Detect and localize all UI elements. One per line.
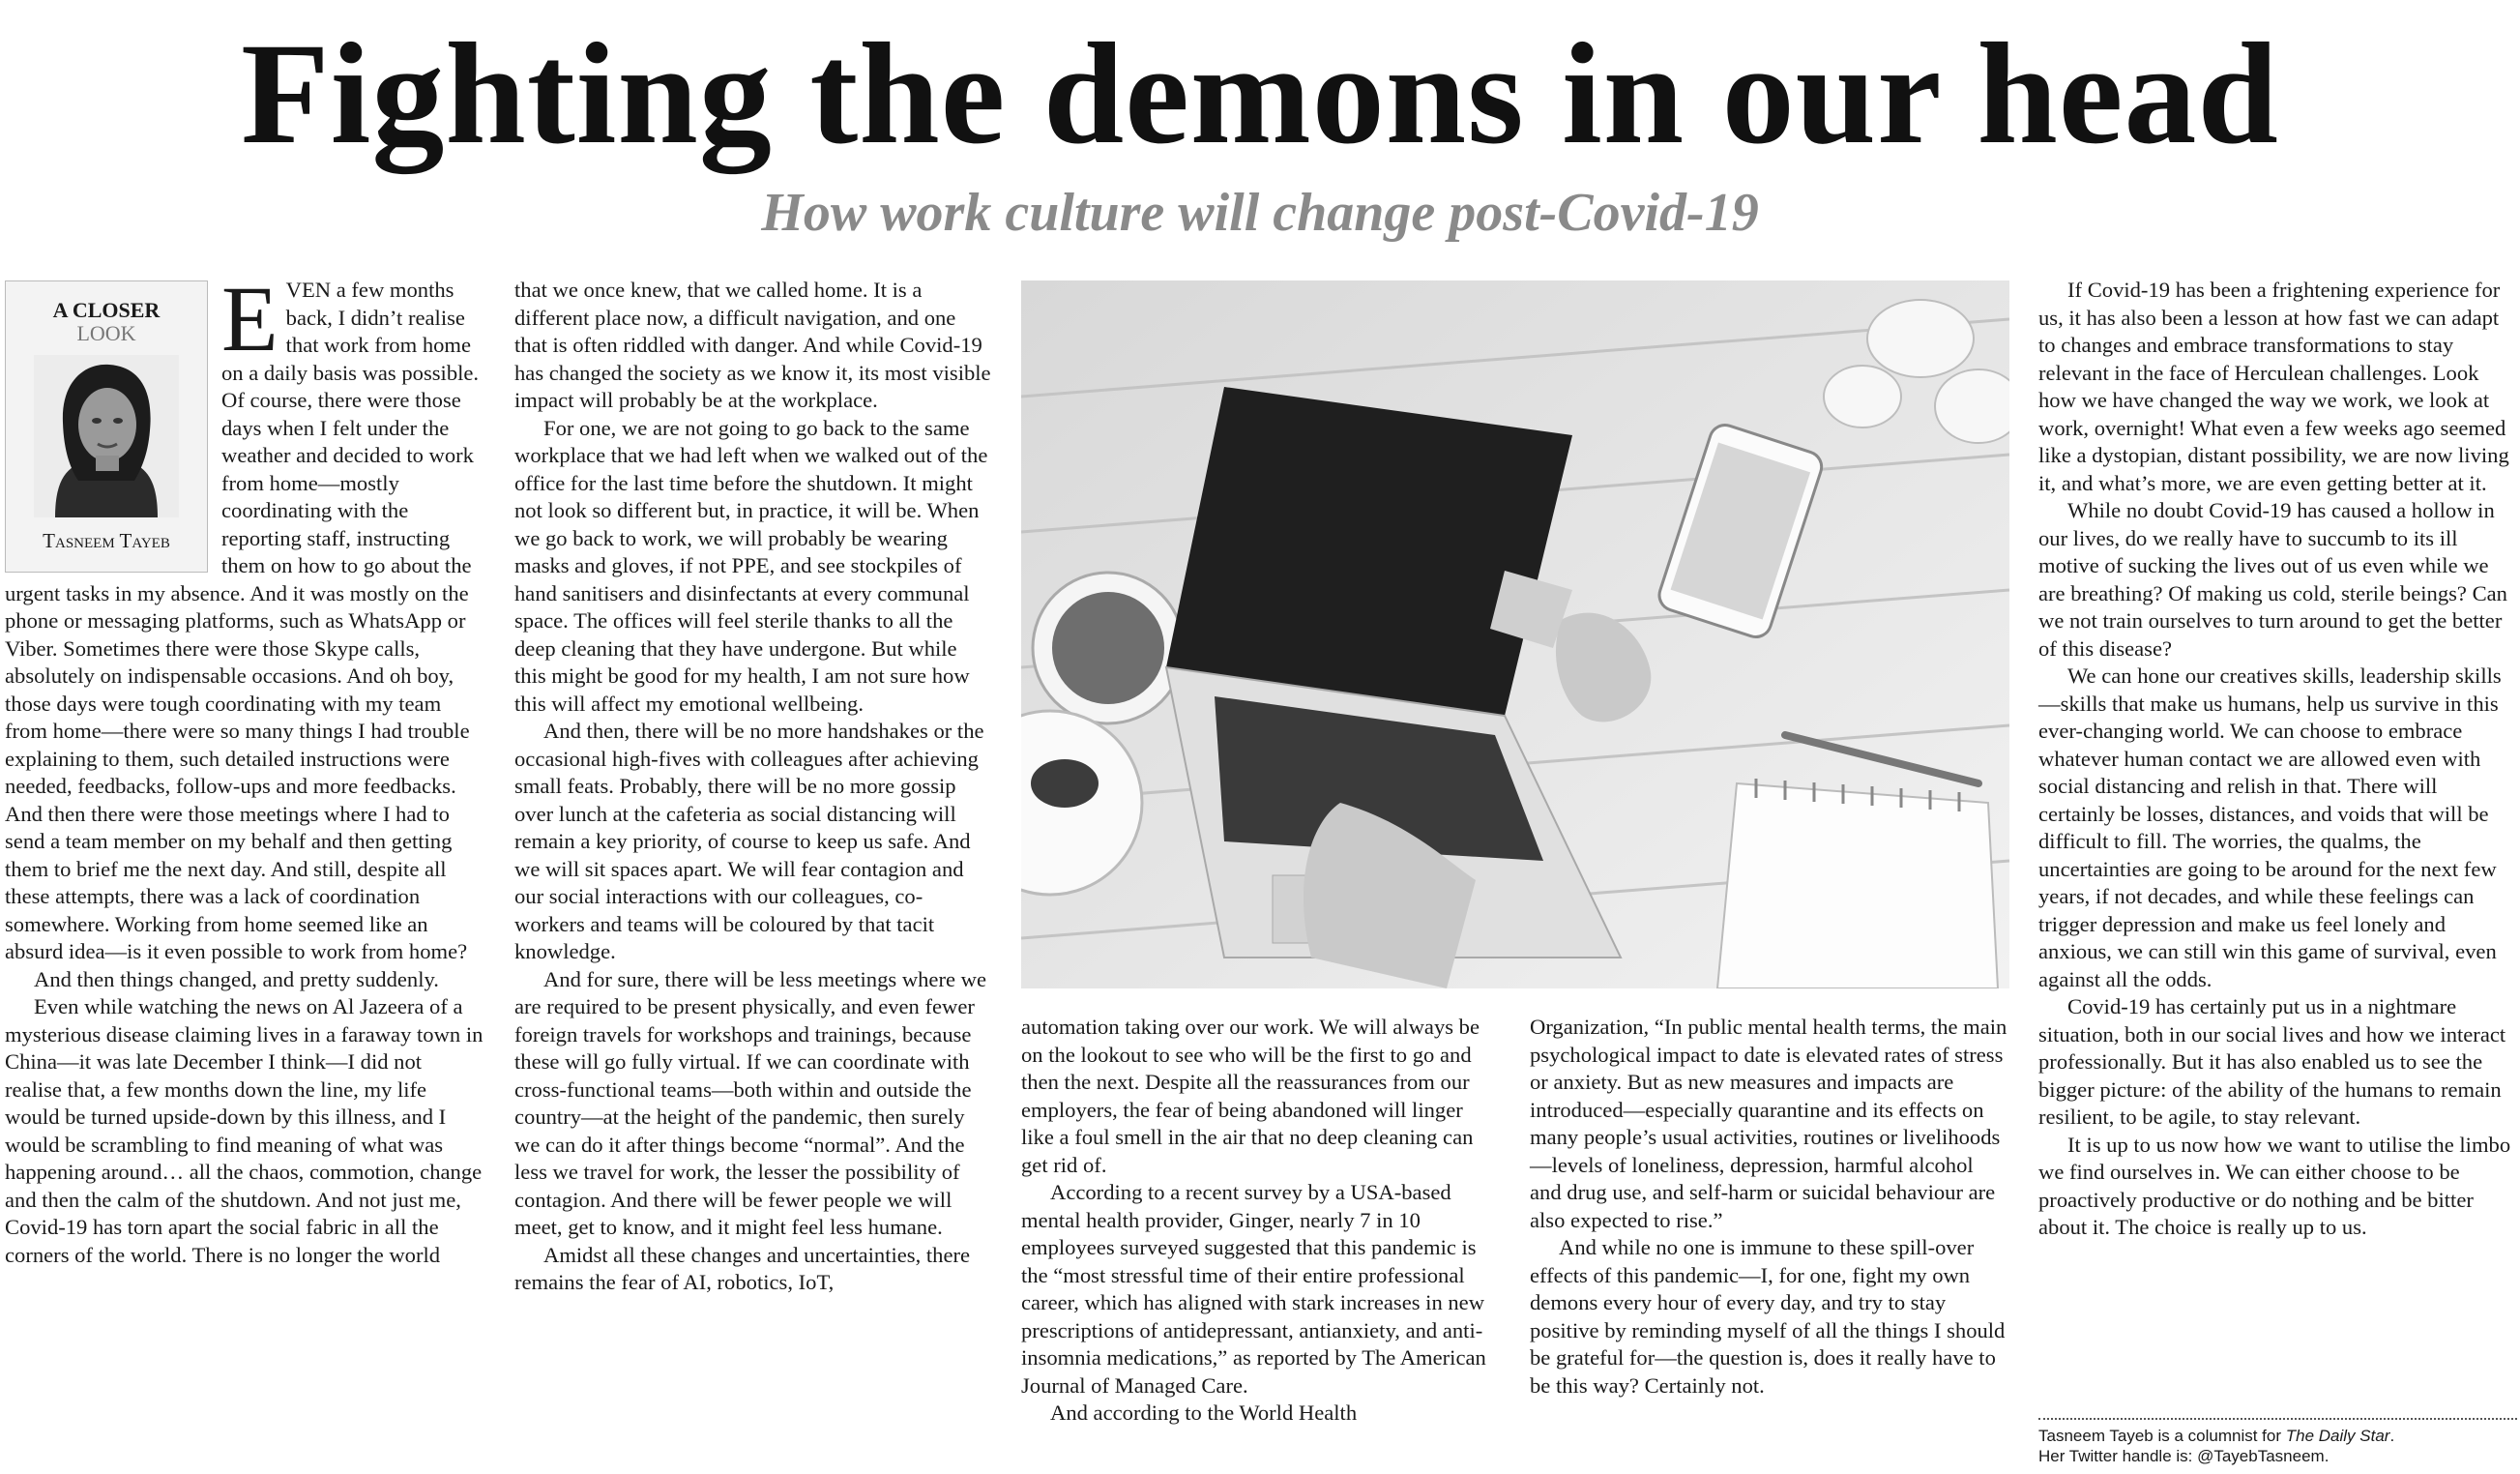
author-footnote <box>2038 1426 2517 1466</box>
column-label: A CLOSER <box>52 298 161 322</box>
footnote-line-2: Her Twitter handle is: @TayebTasneem. <box>2038 1447 2330 1465</box>
article-column-2 <box>514 277 993 1297</box>
paragraph: And according to the World Health <box>1050 1400 1358 1425</box>
paragraph: Even while watching the news on Al Jazeera of a mysterious disease claiming lives in a faraway town in China—it was late December I think—I did not realise that, a few months down the line, my life would be turned upside-down by this illness, and I would be scrambling to find meaning of what was happening around… all the chaos, commotion, change and then the calm of the shutdown. And not just me, Covid-19 has torn apart the social fabric in all the corners of the world. There is no longer the world <box>5 994 483 1267</box>
paragraph: And then, there will be no more handshakes or the occasional high-fives with colleagues after achieving small feats. Probably, there will be no more gossip over lunch at the cafeteria as social distancing will remain a key priority, of course to keep us safe. And we will sit spaces apart. We will fear contagion and our social interactions with our colleagues, co-workers and teams will be coloured by that tacit knowledge. <box>514 719 984 963</box>
paragraph: It is up to us now how we want to utilise the limbo we find ourselves in. We can either choose to be proactively productive or do nothing and be bitter about it. The choice is really up to us. <box>2038 1132 2511 1239</box>
paragraph: While no doubt Covid-19 has caused a hollow in our lives, do we really have to succumb to its ill motive of sucking the lives out of us even while we are breathing? Of making us cold, sterile beings? Can we not train ourselves to turn around to get the better of this disease? <box>2038 498 2507 661</box>
paragraph: And then things changed, and pretty suddenly. <box>34 966 439 991</box>
subheadline: How work culture will change post-Covid-19 <box>761 183 1759 243</box>
article-column-3 <box>1021 1014 1500 1428</box>
article-column-4 <box>1530 1014 2008 1400</box>
footnote-divider <box>2038 1418 2517 1420</box>
footnote-punct: . <box>2389 1427 2395 1445</box>
footnote-text: Tasneem Tayeb is a columnist for <box>2038 1427 2286 1445</box>
headline: Fighting the demons in our head <box>241 14 2279 174</box>
paragraph: And while no one is immune to these spill-over effects of this pandemic—I, for one, fight my own demons every hour of every day, and try to stay positive by reminding myself of all the things I should be grateful for—the question is, does it really have to be this way? Certainly not. <box>1530 1235 2006 1398</box>
paragraph: automation taking over our work. We will always be on the lookout to see who will be the first to go and then the next. Despite all the reassurances from our employers, the fear of being abandoned will linger like a foul smell in the air that no deep cleaning can get rid of. <box>1021 1015 1480 1177</box>
laptop-workspace-photo <box>1021 280 2009 988</box>
paragraph: VEN a few months back, I didn’t realise that work from home on a daily basis was possible. Of course, there were those days when I felt under the weather and decided to work from home—mostly coordinating with the reporting staff, instructing them on how to go about the urgent tasks in my absence. And it was mostly on the phone or messaging platforms, such as WhatsApp or Viber. Sometimes there were those Skype calls, absolutely on indispensable occasions. And oh boy, those days were tough coordinating with my team from home—there were so many things I had trouble explaining to them, such detailed instructions were needed, feedbacks, follow-ups and more feedbacks. And then there were those meetings where I had to send a team member on my behalf and then getting them to brief me the next day. And still, despite all these attempts, there was a lack of coordination somewhere. Working from home seemed like an absurd idea—is it even possible to work from home? <box>5 278 480 963</box>
footnote-line-1 <box>2038 1426 2517 1446</box>
paragraph: We can hone our creatives skills, leadership skills—skills that make us humans, help us survive in this ever-changing world. We can choose to embrace whatever human contact we are allowed even with social distancing and relish in that. There will certainly be losses, distances, and voids that will be difficult to fill. The worries, the qualms, the uncertainties are going to be around for the next few years, if not decades, and while these feelings can trigger depression and make us feel lonely and anxious, we can still win this game of survival, even against all the odds. <box>2038 663 2502 991</box>
paragraph: For one, we are not going to go back to the same workplace that we had left when we walked out of the office for the last time before the shutdown. It might not look so different but, in practice, it will be. When we go back to work, we will probably be wearing masks and gloves, if not PPE, and see stockpiles of hand sanitisers and disinfectants at every communal space. The offices will feel sterile thanks to all the deep cleaning that they have undergone. But while this might be good for my health, I am not sure how this will affect my emotional wellbeing. <box>514 415 988 716</box>
author-portrait <box>34 355 179 517</box>
paragraph: Amidst all these changes and uncertainties, there remains the fear of AI, robotics, IoT, <box>514 1242 971 1294</box>
paragraph: And for sure, there will be less meetings where we are required to be present physically, and even fewer foreign travels for workshops and trainings, because these will go fully virtual. If we can coordinate with cross-functional teams—both within and outside the country—at the height of the pandemic, then surely we can do it after things become “normal”. And the less we travel for work, the lesser the possibility of contagion. And there will be fewer people we will meet, get to know, and it might feel less humane. <box>514 966 987 1239</box>
columnist-box <box>5 280 208 573</box>
article-column-1 <box>5 267 483 1269</box>
paragraph: that we once knew, that we called home. It is a different place now, a difficult navigation, and one that is often riddled with danger. And while Covid-19 has changed the society as we know it, its most visible impact will probably be at the workplace. <box>514 278 991 412</box>
article-column-5 <box>2038 277 2517 1242</box>
publication-name: The Daily Star <box>2285 1427 2390 1445</box>
paragraph: Organization, “In public mental health terms, the main psychological impact to date is elevated rates of stress or anxiety. But as new measures and impacts are introduced—especially quarantine and its effects on many people’s usual activities, routines or livelihoods—levels of loneliness, depression, harmful alcohol and drug use, and self-harm or suicidal behaviour are also expected to rise.” <box>1530 1015 2007 1232</box>
paragraph: Covid-19 has certainly put us in a nightmare situation, both in our social lives and how we interact professionally. But it has also enabled us to see the bigger picture: of the ability of the humans to remain resilient, to be agile, to stay relevant. <box>2038 994 2506 1129</box>
paragraph: According to a recent survey by a USA-based mental health provider, Ginger, nearly 7 in 10 employees surveyed suggested that this pandemic is the “most stressful time of their entire professional career, which has aligned with stark increases in new prescriptions of antidepressant, antianxiety, and anti-insomnia medications,” as reported by The American Journal of Managed Care. <box>1021 1180 1486 1398</box>
drop-cap: E <box>221 267 278 370</box>
column-label-secondary: LOOK <box>76 321 136 345</box>
paragraph: If Covid-19 has been a frightening experience for us, it has also been a lesson at how fast we can adapt to changes and embrace transformations to stay relevant in the face of Herculean challenges. Look how we have changed the way we work, we look at work, overnight! What even a few weeks ago seemed like a dystopian, distant possibility, we are now living it, and what’s more, we are even getting better at it. <box>2038 278 2509 495</box>
author-name: Tasneem Tayeb <box>43 529 170 552</box>
